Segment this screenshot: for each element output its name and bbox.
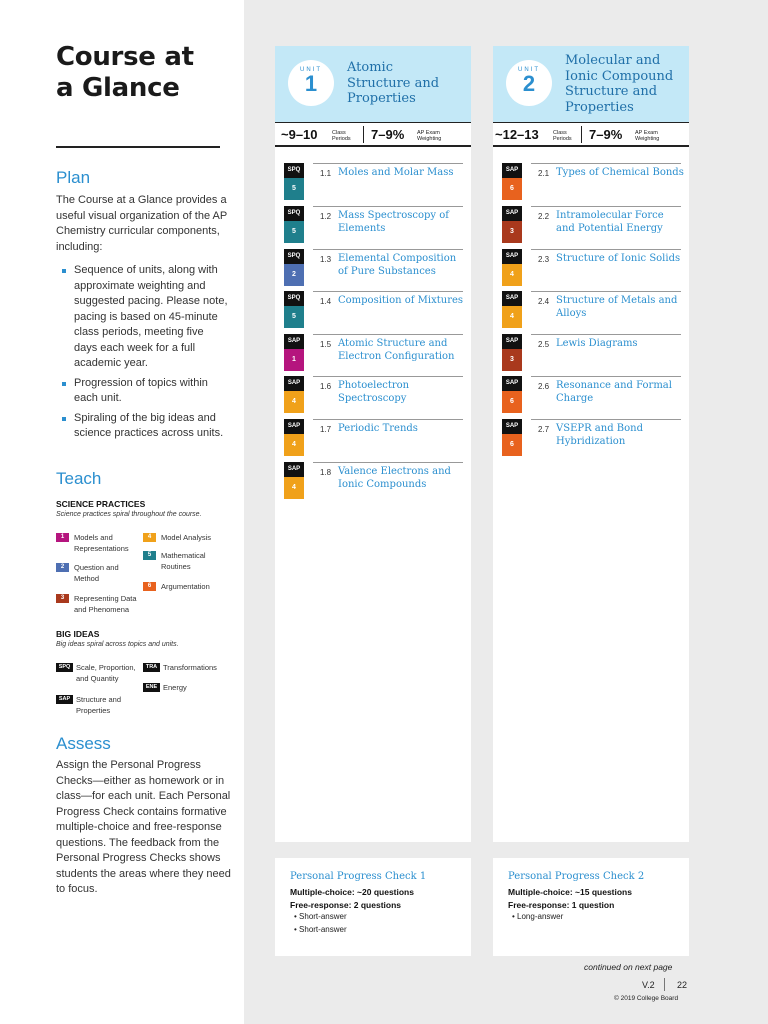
topic-badge: SAP 6 bbox=[502, 163, 522, 200]
topic-link[interactable]: Valence Electrons and Ionic Compounds bbox=[338, 466, 451, 490]
topic-number: 1.7 bbox=[320, 425, 332, 434]
big-idea-tag: SAP bbox=[56, 695, 73, 704]
topic-link[interactable]: Elemental Composition of Pure Substances bbox=[338, 253, 457, 277]
pacing-bar bbox=[275, 122, 471, 147]
topic-1-8[interactable] bbox=[275, 462, 471, 505]
practice-legend-3: 3 Representing Data and Phenomena bbox=[56, 593, 142, 615]
big-idea-sap: SAP Structure and Properties bbox=[56, 694, 144, 716]
topic-link[interactable]: Types of Chemical Bonds bbox=[556, 167, 684, 178]
topic-badge: SPQ 5 bbox=[284, 206, 304, 243]
topic-1-5[interactable] bbox=[275, 334, 471, 377]
practice-swatch: 4 bbox=[143, 533, 156, 542]
topic-number: 1.4 bbox=[320, 297, 332, 306]
topic-badge: SAP 1 bbox=[284, 334, 304, 371]
ppc-title[interactable]: Personal Progress Check 1 bbox=[290, 871, 427, 882]
class-periods-value: ~12–13 bbox=[495, 127, 539, 142]
title-divider bbox=[56, 146, 220, 148]
weighting-value: 7–9% bbox=[589, 127, 623, 142]
topic-link[interactable]: Moles and Molar Mass bbox=[338, 167, 454, 178]
class-periods-label: Class Periods bbox=[332, 130, 351, 142]
ppc-multiple-choice: Multiple-choice: ~15 questions bbox=[508, 887, 632, 897]
topic-badge: SAP 4 bbox=[284, 419, 304, 456]
topic-link[interactable]: Resonance and Formal Charge bbox=[556, 380, 672, 404]
ppc-title[interactable]: Personal Progress Check 2 bbox=[508, 871, 645, 882]
topic-1-4[interactable] bbox=[275, 291, 471, 334]
big-idea-tag: SPQ bbox=[56, 663, 73, 672]
topic-1-6[interactable] bbox=[275, 376, 471, 419]
topic-number: 2.7 bbox=[538, 425, 550, 434]
big-idea-tag: TRA bbox=[143, 663, 160, 672]
pace-divider bbox=[581, 126, 582, 143]
topic-badge: SAP 6 bbox=[502, 376, 522, 413]
topic-badge: SAP 4 bbox=[284, 462, 304, 499]
topic-badge: SPQ 5 bbox=[284, 163, 304, 200]
continued-note: continued on next page bbox=[584, 962, 673, 972]
list-item: Progression of topics within each unit. bbox=[62, 376, 228, 407]
unit-1-column bbox=[275, 46, 471, 842]
topic-badge: SAP 4 bbox=[284, 376, 304, 413]
practice-swatch: 6 bbox=[143, 582, 156, 591]
ppc-item: • Long-answer bbox=[512, 912, 564, 921]
topic-2-5[interactable] bbox=[493, 334, 689, 377]
topic-1-1[interactable] bbox=[275, 163, 471, 206]
topic-2-1[interactable] bbox=[493, 163, 689, 206]
big-ideas-subtitle: Big ideas spiral across topics and units. bbox=[56, 641, 179, 648]
weighting-label: AP Exam Weighting bbox=[417, 130, 442, 142]
practice-swatch: 2 bbox=[56, 563, 69, 572]
ppc-free-response: Free-response: 1 question bbox=[508, 900, 615, 910]
weighting-label: AP Exam Weighting bbox=[635, 130, 660, 142]
topic-number: 1.2 bbox=[320, 212, 332, 221]
topic-1-3[interactable] bbox=[275, 249, 471, 292]
pacing-bar bbox=[493, 122, 689, 147]
topic-number: 2.1 bbox=[538, 169, 550, 178]
big-idea-ene: ENE Energy bbox=[143, 682, 231, 693]
unit-2-column bbox=[493, 46, 689, 842]
big-idea-spq: SPQ Scale, Proportion, and Quantity bbox=[56, 662, 144, 684]
topic-link[interactable]: Atomic Structure and Electron Configuration bbox=[338, 338, 455, 362]
topic-link[interactable]: Mass Spectroscopy of Elements bbox=[338, 210, 449, 234]
topic-link[interactable]: Structure of Ionic Solids bbox=[556, 253, 681, 264]
page-number: 22 bbox=[677, 980, 688, 990]
unit-header bbox=[493, 46, 689, 122]
list-item: Sequence of units, along with approximate weighting and suggested pacing. Please note, pacing is based on 45-minute class periods, meeting five days each week for a full academic year. bbox=[62, 263, 228, 372]
topic-2-2[interactable] bbox=[493, 206, 689, 249]
practice-legend-4: 4 Model Analysis bbox=[143, 532, 229, 543]
topic-badge: SAP 3 bbox=[502, 206, 522, 243]
unit-number-badge: UNIT 1 bbox=[288, 60, 334, 106]
topic-number: 2.6 bbox=[538, 382, 550, 391]
topic-number: 2.4 bbox=[538, 297, 550, 306]
practice-swatch: 5 bbox=[143, 551, 156, 560]
practice-legend-2: 2 Question and Method bbox=[56, 562, 142, 584]
assess-text: Assign the Personal Progress Checks—either as homework or in class—for each unit. Each Personal Progress Check contains formative multiple-choice and free-response questions. The feedback from the Personal Progress Checks shows students the areas where they need to focus. bbox=[56, 759, 231, 895]
topic-2-4[interactable] bbox=[493, 291, 689, 334]
topic-badge: SAP 3 bbox=[502, 334, 522, 371]
unit-number-badge: UNIT 2 bbox=[506, 60, 552, 106]
topic-number: 2.5 bbox=[538, 340, 550, 349]
science-practices-heading: SCIENCE PRACTICES bbox=[56, 499, 146, 509]
assess-heading: Assess bbox=[56, 734, 111, 753]
ppc-free-response: Free-response: 2 questions bbox=[290, 900, 402, 910]
topic-badge: SPQ 2 bbox=[284, 249, 304, 286]
ppc-item: • Short-answer bbox=[294, 912, 347, 921]
topic-badge: SAP 6 bbox=[502, 419, 522, 456]
topic-2-3[interactable] bbox=[493, 249, 689, 292]
topic-1-7[interactable] bbox=[275, 419, 471, 462]
unit-title: Atomic Structure and Properties bbox=[347, 60, 440, 106]
teach-heading: Teach bbox=[56, 469, 102, 488]
pace-divider bbox=[363, 126, 364, 143]
practice-legend-1: 1 Models and Representations bbox=[56, 532, 142, 554]
ppc-multiple-choice: Multiple-choice: ~20 questions bbox=[290, 887, 414, 897]
topic-number: 1.5 bbox=[320, 340, 332, 349]
unit-header bbox=[275, 46, 471, 122]
personal-progress-check-2 bbox=[493, 858, 689, 956]
practice-swatch: 1 bbox=[56, 533, 69, 542]
page-title: Course at a Glance bbox=[56, 42, 194, 103]
class-periods-label: Class Periods bbox=[553, 130, 572, 142]
topic-link[interactable]: Intramolecular Force and Potential Energy bbox=[556, 210, 664, 234]
topic-link[interactable]: Periodic Trends bbox=[338, 423, 418, 434]
plan-intro: The Course at a Glance provides a useful visual organization of the AP Chemistry curricular components, including: bbox=[56, 194, 228, 253]
topic-number: 2.3 bbox=[538, 255, 550, 264]
topic-2-6[interactable] bbox=[493, 376, 689, 419]
weighting-value: 7–9% bbox=[371, 127, 405, 142]
topic-1-2[interactable] bbox=[275, 206, 471, 249]
topic-link[interactable]: VSEPR and Bond Hybridization bbox=[556, 423, 644, 447]
footer-divider bbox=[664, 978, 665, 991]
ppc-item: • Short-answer bbox=[294, 925, 347, 934]
topic-number: 1.8 bbox=[320, 468, 332, 477]
topic-number: 1.6 bbox=[320, 382, 332, 391]
class-periods-value: ~9–10 bbox=[281, 127, 318, 142]
topic-link[interactable]: Composition of Mixtures bbox=[338, 295, 464, 306]
big-idea-tag: ENE bbox=[143, 683, 160, 692]
copyright: © 2019 College Board bbox=[614, 995, 679, 1002]
topic-2-7[interactable] bbox=[493, 419, 689, 462]
topic-badge: SPQ 5 bbox=[284, 291, 304, 328]
topic-link[interactable]: Photoelectron Spectroscopy bbox=[338, 380, 410, 404]
big-ideas-heading: BIG IDEAS bbox=[56, 629, 100, 639]
unit-title: Molecular and Ionic Compound Structure and Properties bbox=[565, 53, 674, 115]
topic-number: 1.3 bbox=[320, 255, 332, 264]
topic-number: 1.1 bbox=[320, 169, 332, 178]
topic-badge: SAP 4 bbox=[502, 291, 522, 328]
practice-legend-5: 5 Mathematical Routines bbox=[143, 550, 229, 572]
personal-progress-check-1 bbox=[275, 858, 471, 956]
topic-number: 2.2 bbox=[538, 212, 550, 221]
big-idea-tra: TRA Transformations bbox=[143, 662, 231, 673]
science-practices-subtitle: Science practices spiral throughout the course. bbox=[56, 511, 202, 518]
topic-link[interactable]: Lewis Diagrams bbox=[556, 338, 638, 349]
topic-link[interactable]: Structure of Metals and Alloys bbox=[556, 295, 678, 319]
sidebar-panel bbox=[0, 0, 244, 1024]
practice-swatch: 3 bbox=[56, 594, 69, 603]
practice-legend-6: 6 Argumentation bbox=[143, 581, 229, 592]
plan-bullets bbox=[62, 263, 228, 446]
plan-heading: Plan bbox=[56, 168, 91, 187]
version-label: V.2 bbox=[642, 980, 655, 990]
topic-badge: SAP 4 bbox=[502, 249, 522, 286]
list-item: Spiraling of the big ideas and science practices across units. bbox=[62, 411, 228, 442]
